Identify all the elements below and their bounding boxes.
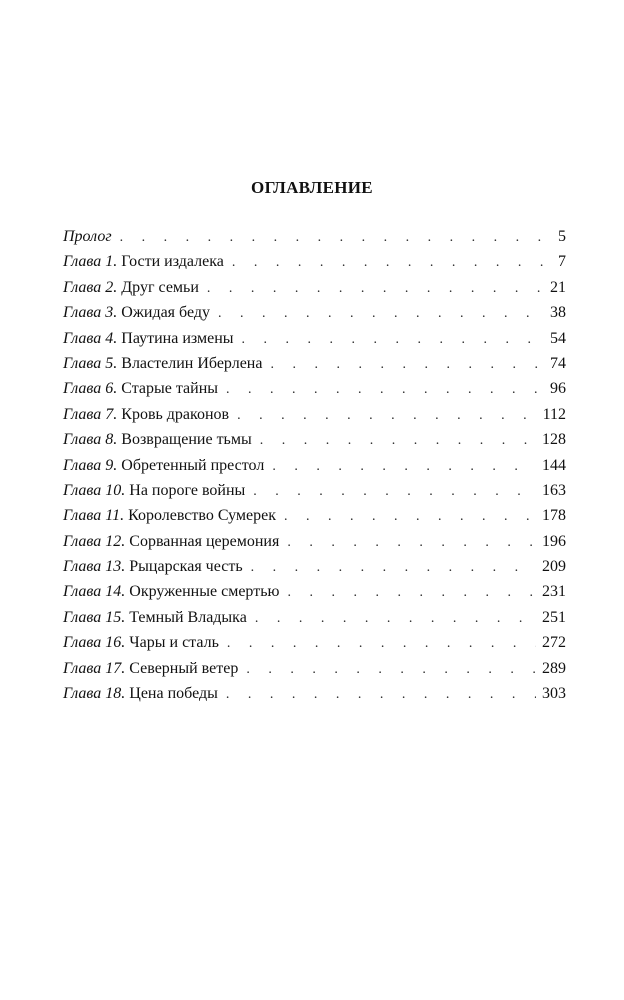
toc-chapter-title: Обретенный престол: [121, 456, 265, 474]
toc-entry: [63, 249, 566, 274]
toc-entry: [63, 554, 566, 579]
toc-entry-label: [63, 656, 238, 681]
toc-page-number: 178: [542, 507, 566, 525]
toc-chapter-title: Паутина измены: [121, 329, 234, 347]
toc-dot-leader: [226, 682, 536, 707]
toc-entry-label: [63, 376, 218, 401]
toc-dot-leader: [287, 580, 536, 605]
toc-chapter-number: Глава 2.: [63, 278, 118, 296]
toc-dot-leader: [260, 428, 536, 453]
toc-dot-leader: [253, 479, 536, 504]
toc-chapter-number: Пролог: [63, 228, 112, 245]
toc-chapter-number: Глава 16.: [63, 634, 126, 652]
toc-chapter-number: Глава 10.: [63, 481, 126, 499]
toc-dot-leader: [272, 454, 536, 479]
toc-dot-leader: [120, 225, 550, 250]
toc-page-number: 54: [550, 329, 566, 347]
toc-page-number: 196: [542, 532, 566, 550]
toc-page-number: 272: [542, 634, 566, 652]
toc-entry-label: [63, 351, 262, 376]
toc-chapter-title: Королевство Сумерек: [128, 507, 276, 525]
toc-entry: [63, 630, 566, 655]
toc-entry: [63, 579, 566, 604]
toc-chapter-number: Глава 9.: [63, 456, 118, 474]
toc-dot-leader: [218, 301, 544, 326]
toc-chapter-title: Гости издалека: [121, 253, 224, 271]
toc-chapter-number: Глава 4.: [63, 329, 118, 347]
toc-entry: [63, 326, 566, 351]
toc-chapter-title: На пороге войны: [129, 481, 246, 499]
toc-entry: [63, 478, 566, 503]
toc-dot-leader: [227, 631, 536, 656]
toc-page-number: 74: [550, 354, 566, 372]
toc-dot-leader: [284, 504, 536, 529]
toc-chapter-number: Глава 8.: [63, 431, 118, 449]
toc-chapter-title: Властелин Иберлена: [121, 354, 263, 372]
toc-dot-leader: [226, 377, 544, 402]
toc-chapter-number: Глава 14.: [63, 583, 126, 601]
toc-entry: [63, 402, 566, 427]
toc-page-number: 96: [550, 380, 566, 398]
toc-dot-leader: [287, 530, 536, 555]
toc-entry-label: [63, 529, 279, 554]
toc-page-number: 21: [550, 278, 566, 296]
toc-entry: [63, 427, 566, 452]
table-of-contents: [63, 224, 566, 706]
toc-page-number: 163: [542, 481, 566, 499]
toc-chapter-number: Глава 18.: [63, 685, 126, 703]
toc-page-number: 209: [542, 558, 566, 576]
toc-chapter-number: Глава 12.: [63, 532, 126, 550]
toc-entry: [63, 300, 566, 325]
toc-entry-label: [63, 554, 243, 579]
toc-entry-label: [63, 300, 210, 325]
toc-entry-label: [63, 503, 276, 528]
toc-chapter-number: Глава 3.: [63, 304, 118, 322]
toc-entry: [63, 376, 566, 401]
toc-dot-leader: [270, 352, 544, 377]
toc-chapter-title: Северный ветер: [129, 659, 239, 677]
toc-page-number: 128: [542, 431, 566, 449]
toc-page-number: 38: [550, 304, 566, 322]
toc-page-number: 231: [542, 583, 566, 601]
toc-chapter-number: Глава 6.: [63, 380, 118, 398]
toc-chapter-number: Глава 13.: [63, 558, 126, 576]
page-title: ОГЛАВЛЕНИЕ: [251, 178, 373, 197]
toc-entry-label: [63, 579, 279, 604]
toc-entry-label: [63, 630, 219, 655]
toc-chapter-title: Старые тайны: [121, 380, 219, 398]
toc-chapter-number: Глава 15.: [63, 608, 126, 626]
toc-page-number: 303: [542, 685, 566, 703]
toc-page-number: 144: [542, 456, 566, 474]
toc-chapter-title: Сорванная церемония: [129, 532, 280, 550]
toc-entry: [63, 529, 566, 554]
toc-entry-label: [63, 275, 199, 300]
toc-chapter-title: Темный Владыка: [129, 608, 247, 626]
toc-dot-leader: [237, 403, 536, 428]
toc-chapter-title: Ожидая беду: [121, 304, 210, 322]
toc-chapter-title: Кровь драконов: [121, 405, 230, 423]
toc-chapter-number: Глава 5.: [63, 354, 118, 372]
toc-dot-leader: [207, 276, 544, 301]
toc-chapter-number: Глава 1.: [63, 253, 118, 271]
toc-dot-leader: [251, 555, 536, 580]
toc-entry-label: [63, 402, 229, 427]
toc-entry: [63, 605, 566, 630]
toc-entry: [63, 224, 566, 249]
toc-chapter-title: Чары и сталь: [129, 634, 219, 652]
toc-page-number: 112: [542, 405, 566, 423]
toc-entry-label: [63, 326, 234, 351]
toc-entry-label: [63, 453, 264, 478]
toc-page-number: 5: [558, 228, 566, 245]
toc-entry: [63, 681, 566, 706]
toc-page-number: 7: [558, 253, 566, 271]
toc-entry-label: [63, 224, 112, 249]
toc-dot-leader: [246, 657, 536, 682]
toc-entry: [63, 351, 566, 376]
toc-entry: [63, 656, 566, 681]
toc-dot-leader: [255, 606, 536, 631]
toc-page-number: 251: [542, 608, 566, 626]
toc-chapter-number: Глава 17.: [63, 659, 126, 677]
toc-dot-leader: [242, 327, 544, 352]
toc-entry-label: [63, 427, 252, 452]
toc-entry: [63, 503, 566, 528]
toc-entry: [63, 275, 566, 300]
toc-entry-label: [63, 249, 224, 274]
toc-entry-label: [63, 478, 245, 503]
toc-chapter-title: Окруженные смертью: [129, 583, 280, 601]
toc-chapter-title: Возвращение тьмы: [121, 431, 252, 449]
toc-chapter-number: Глава 7.: [63, 405, 118, 423]
toc-chapter-number: Глава 11.: [63, 507, 125, 525]
toc-chapter-title: Цена победы: [129, 685, 218, 703]
toc-entry: [63, 453, 566, 478]
toc-page-number: 289: [542, 659, 566, 677]
toc-dot-leader: [232, 250, 550, 275]
toc-entry-label: [63, 681, 218, 706]
toc-chapter-title: Рыцарская честь: [129, 558, 243, 576]
toc-chapter-title: Друг семьи: [121, 278, 199, 296]
toc-entry-label: [63, 605, 247, 630]
